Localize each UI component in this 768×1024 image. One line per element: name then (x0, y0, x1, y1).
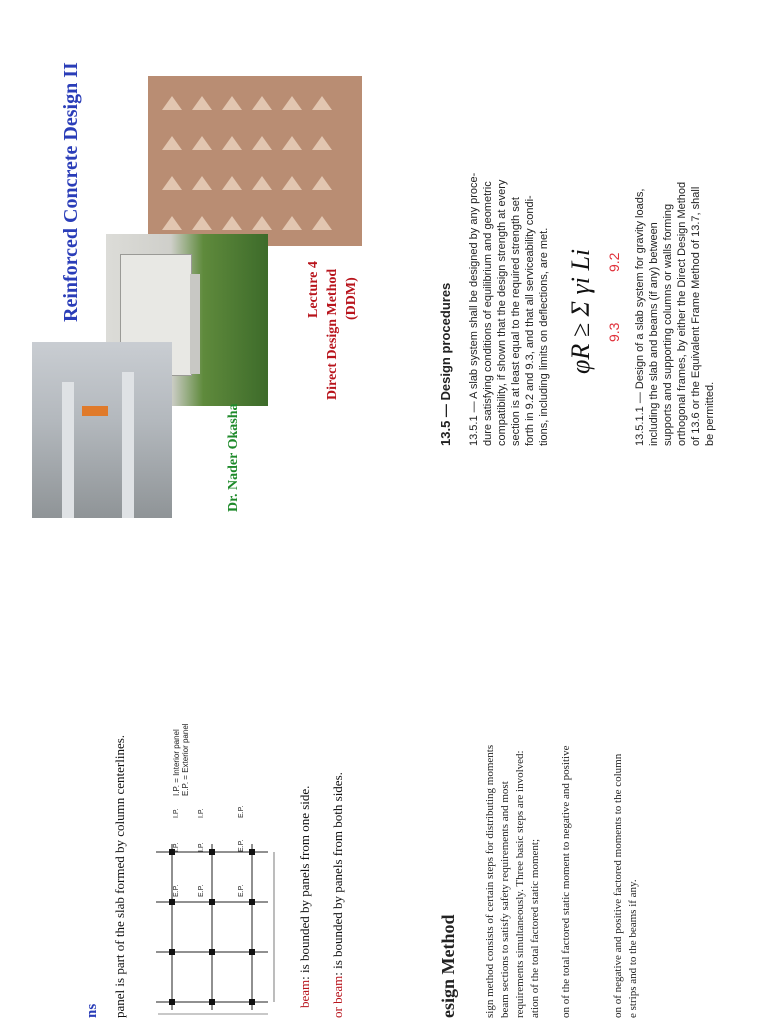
ref-9-2: 9.2 (606, 252, 622, 272)
section-heading-partial: ns (84, 1003, 100, 1018)
ddm-text-line: on of the total factored static moment to negative and positive (560, 745, 572, 1018)
clause-line: section is at least equal to the required strength set (510, 197, 522, 446)
ddm-text-line: on of negative and positive factored moments to the column (612, 753, 624, 1018)
lecture-topic: Direct Design Method (325, 268, 340, 400)
clause2-line: supports and supporting columns or walls forming (662, 203, 674, 446)
facade-photo (148, 76, 362, 246)
code-heading: 13.5 — Design procedures (438, 282, 453, 446)
ddm-text-line: e strips and to the beams if any. (627, 879, 639, 1018)
legend-exterior: E.P. = Exterior panel (181, 723, 190, 796)
clause-line: compatibility, if shown that the design strength at every (496, 179, 508, 446)
corridor-photo (32, 342, 172, 518)
ddm-section-title: esign Method (438, 914, 458, 1018)
author-name: Dr. Nader Okasha (226, 403, 241, 512)
clause-line: 13.5.1 — A slab system shall be designed by any proce- (468, 172, 480, 446)
ddm-text-line: ation of the total factored static moment; (529, 839, 541, 1018)
panel-label: E.P. (198, 884, 205, 897)
clause2-line: orthogonal frames, by either the Direct Design Method (676, 181, 688, 446)
slide-title: Reinforced Concrete Design II (60, 62, 82, 322)
ddm-text-line: beam sections to satisfy safety requirements and most (499, 781, 511, 1018)
ddm-text-line: requirements simultaneously. Three basic steps are involved: (514, 750, 526, 1018)
edge-beam-text: : is bounded by panels from one side. (297, 785, 312, 980)
interior-beam-term: or beam (330, 975, 345, 1018)
clause-line: tions, including limits on deflections, are met. (538, 227, 550, 446)
clause2-line: 13.5.1.1 — Design of a slab system for gravity loads, (634, 188, 646, 446)
edge-beam-definition (297, 786, 313, 1008)
panel-label: E.P. (173, 884, 180, 897)
clause2-line: of 13.6 or the Equivalent Frame Method of 13.7, shall (690, 186, 702, 446)
panel-label: I.P. (198, 842, 205, 852)
panel-label: I.P. (173, 808, 180, 818)
panel-label: I.P. (173, 842, 180, 852)
strength-formula: φR ≥ Σ γi Li (566, 248, 595, 374)
panel-label: E.P. (238, 839, 245, 852)
clause2-line: be permitted. (704, 381, 716, 446)
edge-beam-term: beam (297, 979, 312, 1008)
panel-label: E.P. (238, 884, 245, 897)
clause2-line: including the slab and beams (if any) between (648, 222, 660, 446)
panel-label: I.P. (198, 808, 205, 818)
legend-interior: I.P. = Interior panel (172, 729, 181, 796)
ref-9-3: 9.3 (606, 322, 622, 342)
lecture-number: Lecture 4 (306, 261, 321, 318)
clause-line: forth in 9.2 and 9.3, and that all serviceability condi- (524, 195, 536, 446)
lecture-abbrev: (DDM) (344, 277, 359, 320)
interior-beam-definition (330, 772, 346, 1018)
slab-panel-grid (150, 838, 284, 1020)
interior-beam-text: : is bounded by panels from both sides. (330, 772, 345, 976)
panel-definition: panel is part of the slab formed by column centerlines. (112, 734, 127, 1018)
panel-label: E.P. (238, 805, 245, 818)
ddm-text-line: sign method consists of certain steps for distributing moments (484, 744, 496, 1018)
clause-line: dure satisfying conditions of equilibrium and geometric (482, 181, 494, 446)
